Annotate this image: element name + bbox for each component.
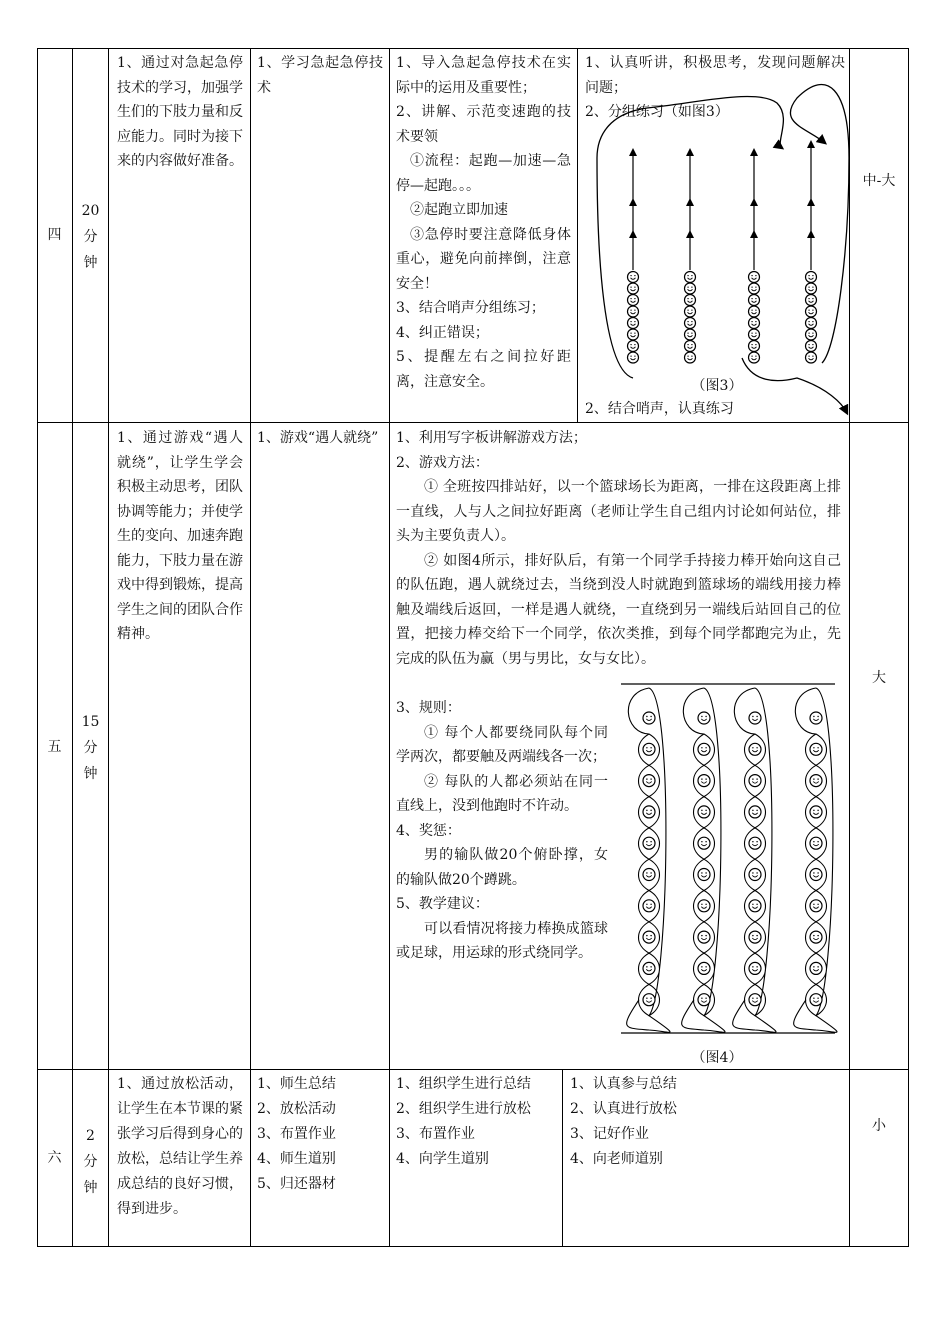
row-4-content: 1、学习急起急停技术	[257, 55, 383, 96]
student-figure-icon	[810, 962, 822, 974]
student-figure-icon	[749, 931, 761, 943]
col-divider-teacher-row6	[562, 1069, 563, 1247]
row-5-intensity: 大	[872, 670, 886, 686]
row-6-content-line: 1、师生总结	[257, 1076, 336, 1092]
row-4-goal: 1、通过对急起急停技术的学习，加强学生们的下肢力量和反应能力。同时为接下来的内容做好准备。	[117, 55, 243, 169]
student-figure-icon	[810, 775, 822, 787]
row-5-goal: 1、通过游戏“遇人就绕”，让学生学会积极主动思考，团队协调等能力；并使学生的变向、加速奔跑能力，下肢力量在游戏中得到锻炼，提高学生之间的团队合作精神。	[117, 430, 243, 642]
row-6-student-line: 1、认真参与总结	[570, 1076, 677, 1092]
student-figure-icon	[749, 712, 761, 724]
student-figure-icon	[749, 775, 761, 787]
student-figure-icon	[698, 900, 710, 912]
row-4-teacher-line: 1、导入急起急停技术在实际中的运用及重要性；	[396, 55, 571, 96]
student-figure-icon	[749, 869, 761, 881]
row-5-number: 五	[47, 739, 62, 755]
student-figure-icon	[698, 712, 710, 724]
row-6-teacher-line: 3、布置作业	[396, 1126, 475, 1142]
row-5-method-line: 男的输队做20个俯卧撑，女的输队做20个蹲跳。	[396, 847, 608, 888]
student-figure-icon	[643, 775, 655, 787]
row-5-method-line: ② 如图4所示，排好队后，有第一个同学手持接力棒开始向这自己的队伍跑，遇人就绕过去，当绕到没人时就跑到篮球场的端线用接力棒触及端线后返回，一样是遇人就绕，一直绕到另一端线后站回自己的位置，把接力棒交给下一个同学，依次类推，到每个同学都跑完为止，先完成的队伍为赢（男与男比，女与女比）。	[396, 552, 841, 667]
student-figure-icon	[749, 837, 761, 849]
student-figure-icon	[698, 869, 710, 881]
student-figure-icon	[810, 994, 822, 1006]
row-4-student-line-2: 2、分组练习（如图3）	[585, 104, 729, 120]
row-6-time	[73, 1123, 108, 1201]
row-4-teacher-line: ①流程：起跑—加速—急停—起跑。。。	[396, 153, 571, 194]
student-figure-icon	[643, 869, 655, 881]
student-figure-icon	[810, 869, 822, 881]
row-4-teacher-line: 4、纠正错误；	[396, 324, 489, 341]
figure-4-caption: （图4）	[691, 1050, 743, 1066]
row-6-content-line: 5、归还器材	[257, 1176, 336, 1192]
row-6-content-line: 3、布置作业	[257, 1126, 336, 1142]
row-6-content-line: 2、放松活动	[257, 1101, 336, 1117]
row-6-student-line: 3、记好作业	[570, 1126, 649, 1142]
figure-3-caption: （图3）	[691, 378, 743, 394]
row-4-time-unit-1: 分	[83, 229, 98, 245]
student-figure-icon	[643, 743, 655, 755]
table-border-bottom	[37, 1246, 909, 1247]
student-figure-icon	[643, 962, 655, 974]
student-figure-icon	[643, 931, 655, 943]
row-6-goal: 1、通过放松活动，让学生在本节课的紧张学习后得到身心的放松，总结让学生养成总结的良好习惯，得到进步。	[117, 1076, 243, 1217]
row-5-time-value: 15	[81, 714, 100, 730]
row-divider-2	[37, 1069, 909, 1070]
row-6-student-line: 4、向老师道别	[570, 1151, 663, 1167]
row-6-student	[570, 1072, 840, 1172]
row-6-teacher-line: 4、向学生道别	[396, 1151, 489, 1167]
student-figure-icon	[749, 994, 761, 1006]
row-6-content	[257, 1072, 387, 1197]
row-4-intensity: 中-大	[862, 173, 896, 189]
student-figure-icon	[810, 837, 822, 849]
row-5-method-line: ② 每队的人都必须站在同一直线上，没到他跑时不许动。	[396, 773, 608, 814]
row-5-method-line: 可以看情况将接力棒换成篮球或足球，用运球的形式绕同学。	[396, 920, 608, 961]
figure-4-diagram	[37, 48, 909, 1069]
row-6-student-line: 2、认真进行放松	[570, 1101, 677, 1117]
row-5-method-line: ① 全班按四排站好，以一个篮球场长为距离，一排在这段距离上排一直线，人与人之间拉好距离（老师让学生自己组内讨论如何站位，排头为主要负责人）。	[396, 479, 841, 544]
student-figure-icon	[810, 931, 822, 943]
student-figure-icon	[643, 994, 655, 1006]
row-6-intensity: 小	[872, 1118, 886, 1134]
row-6-number: 六	[47, 1150, 62, 1166]
student-figure-icon	[643, 837, 655, 849]
row-4-teacher-line: 3、结合哨声分组练习；	[396, 300, 545, 316]
row-5-content: 1、游戏“遇人就绕”	[257, 430, 379, 446]
student-figure-icon	[698, 962, 710, 974]
row-4-time-unit-2: 钟	[83, 255, 98, 271]
row-5-method-line: 1、利用写字板讲解游戏方法；	[396, 430, 587, 446]
student-figure-icon	[749, 900, 761, 912]
student-figure-icon	[698, 931, 710, 943]
student-figure-icon	[643, 712, 655, 724]
student-figure-icon	[749, 743, 761, 755]
row-5-time-unit-1: 分	[83, 740, 98, 756]
row-4-teacher-line: 2、讲解、示范变速跑的技术要领	[396, 104, 571, 145]
row-6-time-unit-1: 分	[83, 1154, 98, 1170]
student-figure-icon	[810, 743, 822, 755]
row-4-number: 四	[47, 227, 62, 243]
student-figure-icon	[749, 962, 761, 974]
row-4-teacher-line: 5、提醒左右之间拉好距离，注意安全。	[396, 349, 571, 390]
student-figure-icon	[810, 712, 822, 724]
student-figure-icon	[810, 900, 822, 912]
student-figure-icon	[643, 806, 655, 818]
row-6-content-line: 4、师生道别	[257, 1151, 336, 1167]
row-6-teacher-line: 1、组织学生进行总结	[396, 1076, 531, 1092]
row-5-method-line: 5、教学建议：	[396, 896, 489, 912]
student-figure-icon	[810, 806, 822, 818]
row-5-method-line: 3、规则：	[396, 700, 461, 716]
student-figure-icon	[698, 743, 710, 755]
row-4-teacher-line: ③急停时要注意降低身体重心，避免向前摔倒，注意安全！	[396, 226, 571, 292]
row-4-time-value: 20	[81, 203, 100, 219]
row-5-method-line: 2、游戏方法：	[396, 454, 489, 471]
row-6-teacher-line: 2、组织学生进行放松	[396, 1101, 531, 1117]
row-4-student-line-3: 2、结合哨声，认真练习	[585, 401, 734, 417]
student-figure-icon	[643, 900, 655, 912]
student-figure-icon	[698, 837, 710, 849]
student-figure-icon	[698, 994, 710, 1006]
student-figure-icon	[698, 806, 710, 818]
row-5-method-line: 4、奖惩：	[396, 822, 461, 839]
row-5-method-line: ① 每个人都要绕同队每个同学两次，都要触及两端线各一次；	[396, 724, 608, 765]
row-5-time-unit-2: 钟	[83, 766, 98, 782]
student-figure-icon	[749, 806, 761, 818]
row-4-student-line-1: 1、认真听讲，积极思考，发现问题解决问题；	[585, 55, 845, 96]
row-4-teacher-line: ②起跑立即加速	[410, 202, 508, 218]
row-6-teacher	[396, 1072, 561, 1172]
student-figure-icon	[698, 775, 710, 787]
row-6-time-unit-2: 钟	[83, 1180, 98, 1196]
row-6-time-value: 2	[86, 1128, 95, 1144]
